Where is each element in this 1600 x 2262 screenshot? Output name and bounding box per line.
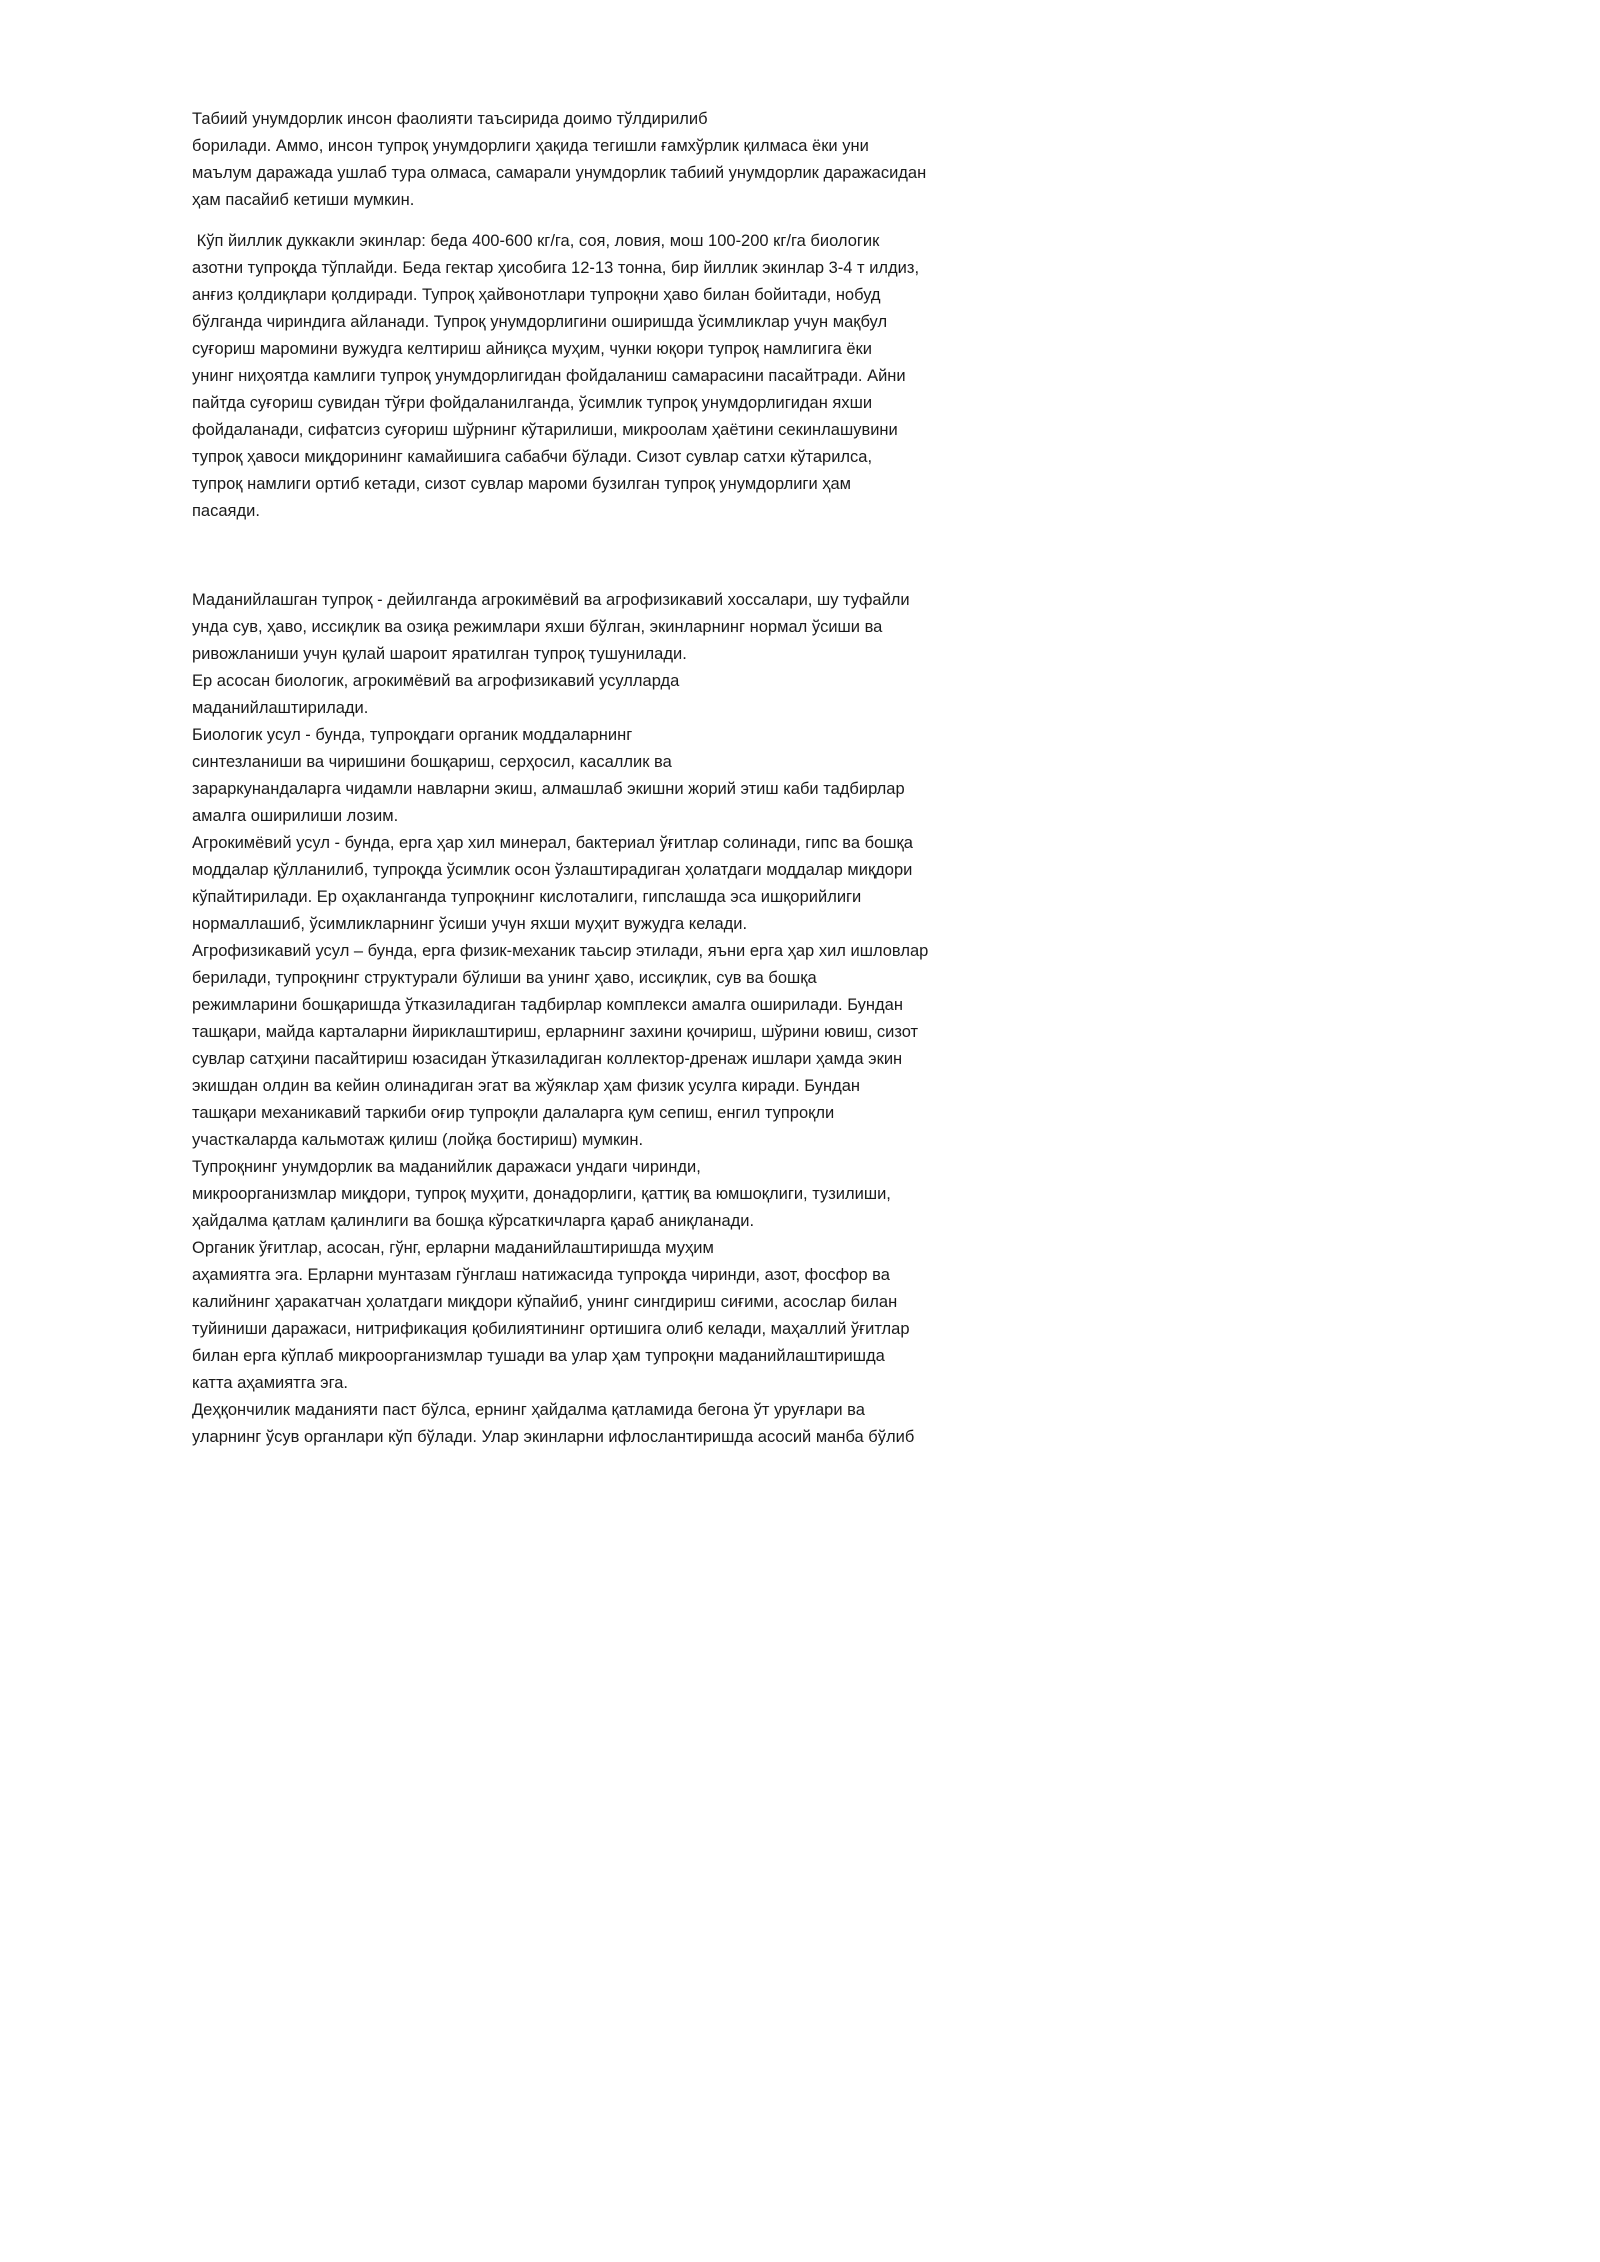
text-line: унинг ниҳоятда камлиги тупроқ унумдорлигидан фойдаланиш самарасини пасайтради. Айни — [192, 367, 906, 385]
text-line: Деҳқончилик маданияти паст бўлса, ернинг ҳайдалма қатламида бегона ўт уруғлари ва — [192, 1401, 865, 1419]
text-line: Агрокимёвий усул - бунда, ерга ҳар хил минерал, бактериал ўғитлар солинади, гипс ва бошқа — [192, 834, 913, 852]
text-line: кўпайтирилади. Ер оҳакланганда тупроқнинг кислоталиги, гипслашда эса ишқорийлиги — [192, 888, 862, 906]
text-line: Агрофизикавий усул – бунда, ерга физик-механик таьсир этилади, яъни ерга ҳар хил ишловлар — [192, 942, 929, 960]
text-line: ҳам пасайиб кетиши мумкин. — [192, 191, 415, 209]
text-line: микроорганизмлар миқдори, тупроқ муҳити, донадорлиги, қаттиқ ва юмшоқлиги, тузилиши, — [192, 1185, 891, 1203]
text-line: борилади. Аммо, инсон тупроқ унумдорлиги ҳақида тегишли ғамхўрлик қилмаса ёки уни — [192, 137, 869, 155]
text-line: берилади, тупроқнинг структурали бўлиши ва унинг ҳаво, иссиқлик, сув ва бошқа — [192, 969, 817, 987]
text-line: фойдаланади, сифатсиз суғориш шўрнинг кўтарилиши, микроолам ҳаётини секинлашувини — [192, 421, 898, 439]
text-line: маданийлаштирилади. — [192, 699, 369, 717]
document-page — [0, 0, 1100, 1555]
text-line: Биологик усул - бунда, тупроқдаги органик моддаларнинг — [192, 726, 633, 744]
text-line: билан ерга кўплаб микроорганизмлар тушади ва улар ҳам тупроқни маданийлаштиришда — [192, 1347, 885, 1365]
text-line: ривожланиши учун қулай шароит яратилган тупроқ тушунилади. — [192, 645, 687, 663]
text-line: режимларини бошқаришда ўтказиладиган тадбирлар комплекси амалга оширилади. Бундан — [192, 996, 903, 1014]
text-line: экишдан олдин ва кейин олинадиган эгат ва жўяклар ҳам физик усулга киради. Бундан — [192, 1077, 861, 1095]
text-line: амалга оширилиши лозим. — [192, 807, 399, 825]
text-line: аҳамиятга эга. Ерларни мунтазам гўнглаш натижасида тупроқда чиринди, азот, фосфор ва — [192, 1266, 890, 1284]
text-line: Ер асосан биологик, агрокимёвий ва агрофизикавий усулларда — [192, 672, 680, 690]
text-line: Табиий унумдорлик инсон фаолияти таъсирида доимо тўлдирилиб — [192, 110, 708, 128]
text-line: моддалар қўлланилиб, тупроқда ўсимлик осон ўзлаштирадиган ҳолатдаги моддалар миқдори — [192, 861, 913, 879]
text-line: уларнинг ўсув органлари кўп бўлади. Улар экинларни ифлослантиришда асосий манба бўлиб — [192, 1428, 915, 1446]
text-line: ташқари механикавий таркиби оғир тупроқли далаларга қум сепиш, енгил тупроқли — [192, 1104, 835, 1122]
text-line: Органик ўғитлар, асосан, гўнг, ерларни маданийлаштиришда муҳим — [192, 1239, 714, 1257]
text-line: анғиз қолдиқлари қолдиради. Тупроқ ҳайвонотлари тупроқни ҳаво билан бойитади, нобуд — [192, 286, 881, 304]
text-line: Маданийлашган тупроқ - дейилганда агрокимёвий ва агрофизикавий хоссалари, шу туфайли — [192, 591, 910, 609]
text-line: синтезланиши ва чиришини бошқариш, серҳосил, касаллик ва — [192, 753, 672, 771]
text-line: зараркунандаларга чидамли навларни экиш, алмашлаб экишни жорий этиш каби тадбирлар — [192, 780, 905, 798]
text-line: катта аҳамиятга эга. — [192, 1374, 348, 1392]
text-line: бўлганда чириндига айланади. Тупроқ унумдорлигини оширишда ўсимликлар учун мақбул — [192, 313, 888, 331]
paragraph-natural-fertility — [192, 106, 1062, 214]
text-line: азотни тупроқда тўплайди. Беда гектар ҳисобига 12-13 тонна, бир йиллик экинлар 3-4 т илдиз, — [192, 259, 920, 277]
text-line: сувлар сатҳини пасайтириш юзасидан ўтказиладиган коллектор-дренаж ишлари ҳамда экин — [192, 1050, 903, 1068]
text-line: Кўп йиллик дуккакли экинлар: беда 400-600 кг/га, соя, ловия, мош 100-200 кг/га биологик — [192, 232, 880, 250]
text-line: маълум даражада ушлаб тура олмаса, самарали унумдорлик табиий унумдорлик даражасидан — [192, 164, 927, 182]
text-line: участкаларда кальмотаж қилиш (лойқа бостириш) мумкин. — [192, 1131, 644, 1149]
paragraph-cultivated-soil — [192, 587, 1062, 1451]
text-line: ташқари, майда карталарни йириклаштириш, ерларнинг захини қочириш, шўрини ювиш, сизот — [192, 1023, 919, 1041]
text-line: тупроқ намлиги ортиб кетади, сизот сувлар мароми бузилган тупроқ унумдорлиги ҳам — [192, 475, 852, 493]
text-line: туйиниши даражаси, нитрификация қобилиятининг ортишига олиб келади, маҳаллий ўғитлар — [192, 1320, 910, 1338]
text-line: унда сув, ҳаво, иссиқлик ва озиқа режимлари яхши бўлган, экинларнинг нормал ўсиши ва — [192, 618, 883, 636]
text-line: пасаяди. — [192, 502, 260, 520]
text-line: Тупроқнинг унумдорлик ва маданийлик даражаси ундаги чиринди, — [192, 1158, 701, 1176]
text-line: ҳайдалма қатлам қалинлиги ва бошқа кўрсаткичларга қараб аниқланади. — [192, 1212, 755, 1230]
text-line: калийнинг ҳаракатчан ҳолатдаги миқдори кўпайиб, унинг сингдириш сиғими, асослар билан — [192, 1293, 898, 1311]
text-line: пайтда суғориш сувидан тўғри фойдаланилганда, ўсимлик тупроқ унумдорлигидан яхши — [192, 394, 873, 412]
text-line: суғориш маромини вужудга келтириш айниқса муҳим, чунки юқори тупроқ намлигига ёки — [192, 340, 872, 358]
paragraph-legumes-irrigation — [192, 228, 1062, 525]
text-line: нормаллашиб, ўсимликларнинг ўсиши учун яхши муҳит вужудга келади. — [192, 915, 748, 933]
text-line: тупроқ ҳавоси миқдорининг камайишига сабабчи бўлади. Сизот сувлар сатхи кўтарилса, — [192, 448, 873, 466]
